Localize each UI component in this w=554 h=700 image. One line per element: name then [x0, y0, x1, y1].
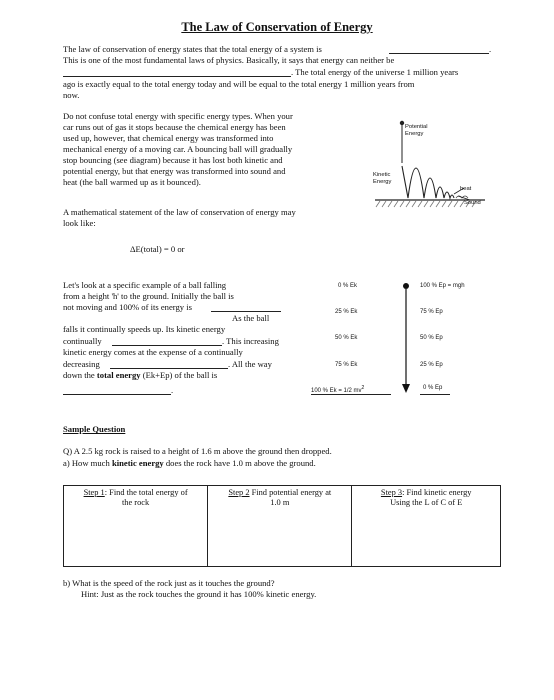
sample-heading: Sample Question — [63, 424, 126, 434]
intro-line-2: This is one of the most fundamental laws of physics. Basically, it says that energy can neither be — [63, 55, 395, 65]
fall-line-10: . All the way — [228, 359, 272, 369]
fall-line-3: not moving and 100% of its energy is — [63, 302, 192, 312]
step-1-label: Step 1 — [83, 488, 105, 497]
potential-label-line2: Energy — [405, 130, 424, 137]
fall-line-5: falls it continually speeds up. Its kinetic energy — [63, 324, 226, 334]
step-1-text1: : Find the total energy of — [104, 488, 188, 497]
ep-label-25: 25 % Ep — [420, 362, 443, 368]
step-2-text1: Find potential energy at — [249, 488, 332, 497]
ek-label-0: 0 % Ek — [338, 283, 358, 289]
equation: ΔE(total) = 0 or — [130, 244, 185, 254]
fall-line-8: kinetic energy comes at the expense of a continually — [63, 347, 243, 357]
blank-potential — [211, 311, 281, 312]
steps-table — [63, 485, 501, 567]
kinetic-label-line2: Energy — [373, 178, 392, 185]
ek-label-25: 25 % Ek — [335, 309, 358, 315]
sample-part-b: b) What is the speed of the rock just as it touches the ground? — [63, 578, 275, 588]
step-1-text2: the rock — [121, 498, 150, 507]
part-a-post: does the rock have 1.0 m above the ground. — [163, 458, 316, 468]
blank-increases — [112, 345, 222, 346]
step-3-text1: : Find kinetic energy — [402, 488, 472, 497]
step-2-label: Step 2 — [228, 488, 250, 497]
sample-hint: Hint: Just as the rock touches the ground it has 100% kinetic energy. — [81, 589, 317, 599]
blank-created-destroyed — [63, 76, 291, 77]
ep-label-75: 75 % Ep — [420, 309, 443, 315]
ep-label-100: 100 % Ep = mgh — [420, 283, 465, 289]
fall-line-11 — [63, 370, 217, 381]
ek-label-75: 75 % Ek — [335, 362, 358, 368]
ek-superscript: 2 — [361, 385, 365, 391]
intro-line-3: . The total energy of the universe 1 million years — [291, 67, 459, 77]
intro-line-1: The law of conservation of energy states that the total energy of a system is — [63, 44, 322, 54]
fall-line-11a: down the — [63, 370, 97, 380]
fall-line-1: Let's look at a specific example of a ball falling — [63, 280, 227, 290]
page-title: The Law of Conservation of Energy — [181, 20, 373, 34]
step-2-text2: 1.0 m — [270, 498, 290, 507]
fall-line-6: continually — [63, 336, 102, 346]
fall-line-4: As the ball — [232, 313, 270, 323]
step-3-cell — [352, 486, 501, 567]
para2-line-2: car runs out of gas it stops because the chemical energy has been — [63, 122, 286, 132]
total-energy-bold: total energy — [96, 370, 141, 380]
ep-label-50: 50 % Ep — [420, 335, 443, 341]
ek-formula: 100 % Ek = 1/2 mv — [311, 388, 362, 394]
ek-underline — [311, 394, 391, 395]
ek-label-100 — [311, 385, 364, 394]
potential-energy-label — [405, 124, 428, 137]
part-a-pre: a) How much — [63, 458, 112, 468]
fall-line-2: from a height 'h' to the ground. Initially the ball is — [63, 291, 234, 301]
para2-line-3: used up, however, that chemical energy was transformed into — [63, 133, 274, 143]
step-2-cell — [208, 486, 352, 567]
para2-line-7: heat (the ball warmed up as it bounced). — [63, 177, 201, 187]
part-a-bold: kinetic energy — [111, 458, 164, 468]
para2-line-1: Do not confuse total energy with specific energy types. When your — [63, 111, 293, 121]
sample-question: Q) A 2.5 kg rock is raised to a height of 1.6 m above the ground then dropped. — [63, 446, 332, 456]
potential-label-line1: Potential — [405, 124, 428, 130]
sample-part-a — [63, 458, 316, 469]
fall-period: . — [171, 385, 174, 395]
para2-line-4: mechanical energy of a moving car. A bouncing ball will gradually — [63, 144, 293, 154]
step-3-text2: Using the L of C of E — [390, 498, 463, 507]
blank-potential-energy — [110, 368, 228, 369]
blank-total-energy — [389, 53, 489, 54]
falling-ball-arrow — [400, 282, 412, 394]
step-1-cell — [64, 486, 208, 567]
fall-line-7: . This increasing — [222, 336, 279, 346]
bouncing-ball-diagram — [370, 118, 490, 213]
heat-label: heat — [460, 186, 472, 192]
para2-line-5: stop bouncing (see diagram) because it has lost both kinetic and — [63, 155, 283, 165]
ep-label-0: 0 % Ep — [423, 385, 443, 391]
kinetic-energy-label — [373, 172, 391, 185]
para3-line-1: A mathematical statement of the law of conservation of energy may — [63, 207, 296, 217]
ep-underline — [420, 394, 450, 395]
fall-line-9: decreasing — [63, 359, 100, 369]
intro-period: . — [489, 44, 492, 54]
step-3-label: Step 3 — [380, 488, 403, 497]
intro-line-5: now. — [63, 90, 80, 100]
para2-line-6: potential energy, but that energy was transformed into sound and — [63, 166, 286, 176]
intro-line-4: ago is exactly equal to the total energy today and will be equal to the total energy 1 million years from — [63, 79, 415, 89]
kinetic-label-line1: Kinetic — [373, 172, 391, 178]
para3-line-2: look like: — [63, 218, 96, 228]
sound-label: Sound — [464, 200, 481, 206]
fall-line-11b: (Ek+Ep) of the ball is — [140, 370, 218, 380]
ek-label-50: 50 % Ek — [335, 335, 358, 341]
blank-constant — [63, 394, 171, 395]
